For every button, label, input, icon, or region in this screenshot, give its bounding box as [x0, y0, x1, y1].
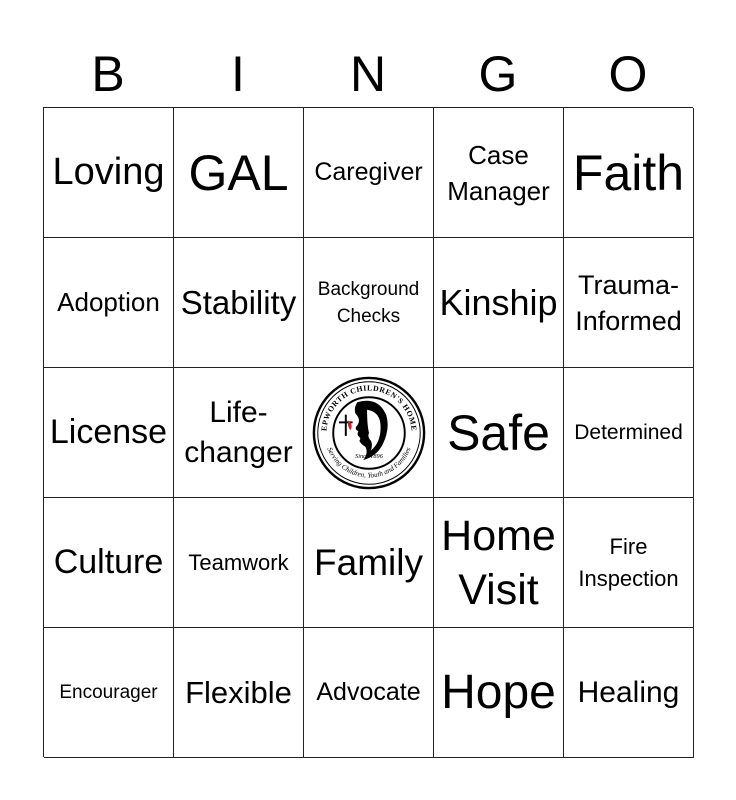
cell-label: Loving: [52, 151, 165, 193]
cell-label: Culture: [53, 543, 164, 581]
logo-since-text: Since 1896: [354, 452, 383, 460]
cell-label: Caregiver: [314, 158, 423, 186]
cell-label: Determined: [574, 420, 683, 444]
bingo-cell[interactable]: [564, 368, 694, 498]
cell-label: Hope: [441, 666, 556, 719]
cell-label: Adoption: [57, 287, 160, 317]
bingo-cell[interactable]: [174, 368, 304, 498]
bingo-cell[interactable]: [304, 108, 434, 238]
logo-bottom-text: Serving Children, Youth and Families: [324, 445, 413, 479]
bingo-cell[interactable]: [174, 628, 304, 758]
bingo-cell[interactable]: [174, 498, 304, 628]
cell-label: Life-changer: [184, 395, 293, 469]
bingo-cell[interactable]: [434, 368, 564, 498]
cell-label: Family: [314, 541, 423, 583]
cell-label: Teamwork: [188, 549, 289, 575]
bingo-cell[interactable]: [434, 238, 564, 368]
bingo-cell[interactable]: [44, 498, 174, 628]
cell-label: Advocate: [316, 678, 421, 706]
bingo-cell[interactable]: [304, 238, 434, 368]
bingo-card: [43, 107, 693, 757]
cell-label: Stability: [180, 283, 297, 321]
header-letter-g: G: [478, 46, 518, 102]
cell-label: Kinship: [439, 281, 558, 323]
cell-label: Healing: [577, 675, 680, 709]
cell-label: Flexible: [185, 674, 292, 710]
free-space-logo-cell[interactable]: [304, 368, 434, 498]
header-letter-o: O: [608, 46, 648, 102]
bingo-cell[interactable]: [434, 498, 564, 628]
bingo-cell[interactable]: [564, 498, 694, 628]
bingo-cell[interactable]: [564, 108, 694, 238]
bingo-cell[interactable]: [564, 628, 694, 758]
bingo-header: [43, 40, 693, 108]
cell-label: GAL: [188, 144, 289, 201]
bingo-cell[interactable]: [304, 498, 434, 628]
bingo-cell[interactable]: [44, 238, 174, 368]
cell-label: Trauma-Informed: [575, 269, 682, 336]
bingo-cell[interactable]: [304, 628, 434, 758]
cell-label: Home Visit: [441, 511, 556, 614]
bingo-cell[interactable]: [564, 238, 694, 368]
bingo-cell[interactable]: [174, 238, 304, 368]
cell-label: Background Checks: [317, 278, 420, 327]
epworth-childrens-home-logo: [311, 375, 427, 491]
header-letter-b: B: [91, 46, 125, 102]
bingo-cell[interactable]: [434, 108, 564, 238]
bingo-cell[interactable]: [174, 108, 304, 238]
header-letter-n: N: [349, 46, 387, 102]
bingo-cell[interactable]: [44, 108, 174, 238]
bingo-cell[interactable]: [434, 628, 564, 758]
cell-label: Faith: [572, 144, 685, 201]
bingo-cell[interactable]: [44, 368, 174, 498]
bingo-cell[interactable]: [44, 628, 174, 758]
logo-top-text: EPWORTH CHILDREN'S HOME: [318, 382, 419, 431]
cell-label: Fire Inspection: [578, 533, 679, 591]
header-letter-i: I: [231, 46, 245, 102]
cell-label: Encourager: [59, 681, 158, 703]
cell-label: License: [49, 413, 168, 451]
cell-label: Case Manager: [447, 139, 550, 206]
cell-label: Safe: [447, 404, 550, 461]
